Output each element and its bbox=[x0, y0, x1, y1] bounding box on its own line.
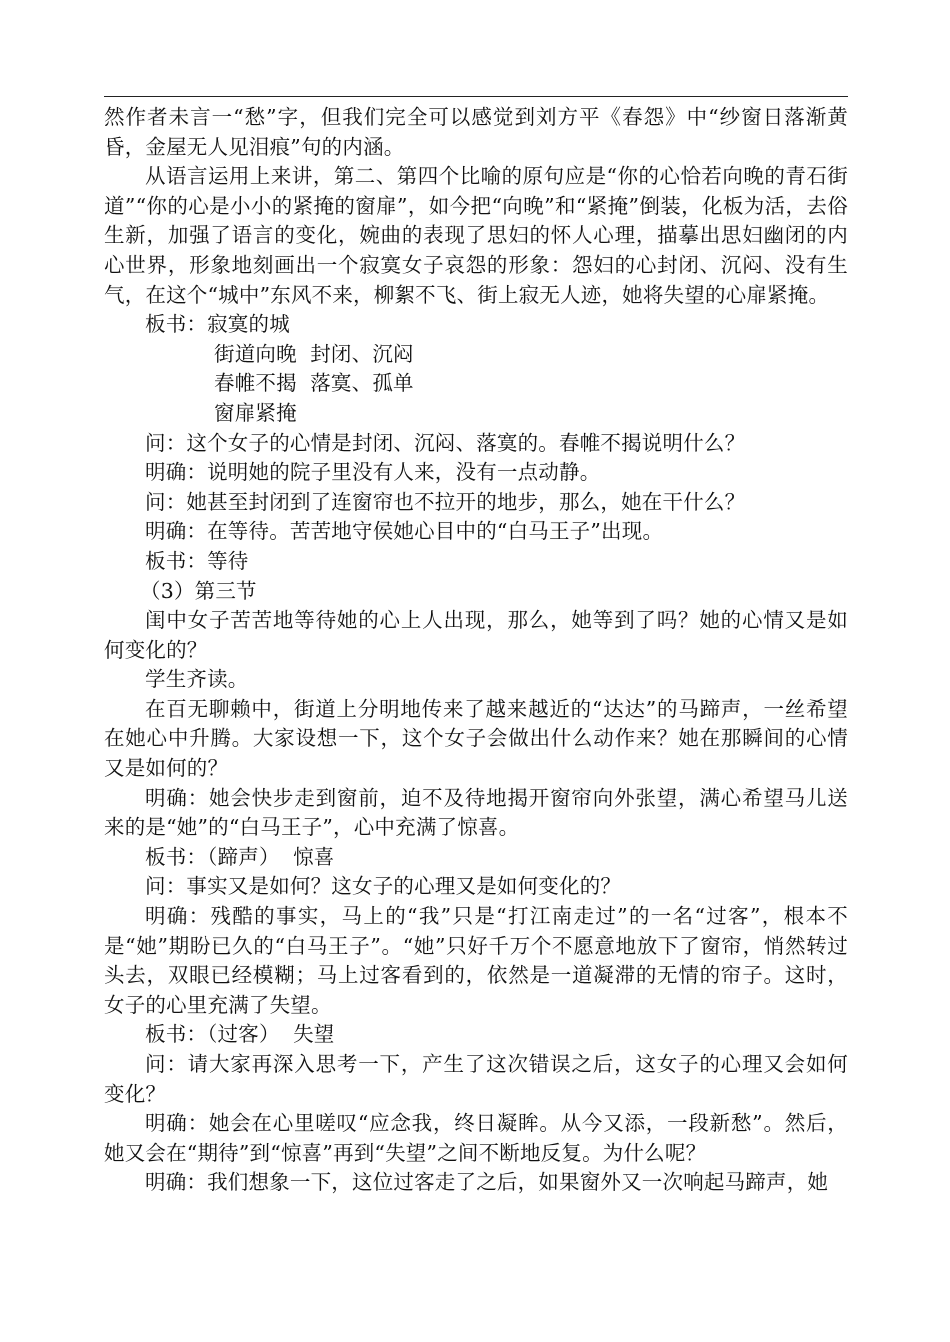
blackboard-line-1: 街道向晚 封闭、沉闷 bbox=[214, 341, 414, 366]
blackboard-line-3: 窗扉紧掩 bbox=[214, 400, 297, 425]
answer-4: 明确：残酷的事实，马上的“我”只是“打江南走过”的一名“过客”，根本不是“她”期盼已久的“白马王子”。“她”只好千万个不愿意地放下了窗帘，悄然转过头去，双眼已经模糊；马上过客看到的，依然是一道凝滞的无情的帘子。这时，女子的心里充满了失望。 bbox=[104, 904, 848, 1017]
paragraph-1: 然作者未言一“愁”字，但我们完全可以感觉到刘方平《春怨》中“纱窗日落渐黄昏，金屋无人见泪痕”句的内涵。 bbox=[104, 105, 848, 159]
answer-3: 明确：她会快步走到窗前，迫不及待地揭开窗帘向外张望，满心希望马儿送来的是“她”的“白马王子”，心中充满了惊喜。 bbox=[104, 785, 848, 840]
answer-5: 明确：她会在心里嗟叹“应念我，终日凝眸。从今又添，一段新愁”。然后，她又会在“期待”到“惊喜”再到“失望”之间不断地反复。为什么呢？ bbox=[104, 1111, 848, 1165]
blackboard-line-2: 春帷不揭 落寞、孤单 bbox=[214, 371, 414, 396]
section-heading: （3）第三节 bbox=[140, 578, 257, 603]
question-4: 问：请大家再深入思考一下，产生了这次错误之后，这女子的心理又会如何变化？ bbox=[104, 1052, 848, 1106]
paragraph-2: 从语言运用上来讲，第二、第四个比喻的原句应是“你的心恰若向晚的青石街道”“你的心是小小的紧掩的窗扉”，如今把“向晚”和“紧掩”倒装，化板为活，去俗生新，加强了语言的变化，婉曲的表现了思妇的怀人心理，描摹出思妇幽闭的内心世界，形象地刻画出一个寂寞女子哀怨的形象：怨妇的心封闭、沉闷、没有生气，在这个“城中”东风不来，柳絮不飞、街上寂无人迹，她将失望的心扉紧掩。 bbox=[104, 164, 848, 307]
paragraph-3: 闺中女子苦苦地等待她的心上人出现，那么，她等到了吗？她的心情又是如何变化的？ bbox=[104, 608, 848, 662]
blackboard-disappointment: 板书：（过客） 失望 bbox=[145, 1022, 335, 1047]
header-rule bbox=[104, 96, 848, 97]
paragraph-5: 在百无聊赖中，街道上分明地传来了越来越近的“达达”的马蹄声，一丝希望在她心中升腾。大家设想一下，这个女子会做出什么动作来？她在那瞬间的心情又是如何的？ bbox=[104, 696, 848, 781]
answer-2: 明确：在等待。苦苦地守侯她心目中的“白马王子”出现。 bbox=[145, 519, 664, 544]
question-1: 问：这个女子的心情是封闭、沉闷、落寞的。春帷不揭说明什么？ bbox=[145, 430, 746, 455]
paragraph-4: 学生齐读。 bbox=[145, 667, 249, 692]
blackboard-title: 板书：寂寞的城 bbox=[145, 312, 290, 337]
answer-6: 明确：我们想象一下，这位过客走了之后，如果窗外又一次响起马蹄声，她 bbox=[145, 1170, 829, 1195]
blackboard-waiting: 板书：等待 bbox=[145, 548, 249, 573]
blackboard-surprise: 板书：（蹄声） 惊喜 bbox=[145, 844, 335, 869]
answer-1: 明确：说明她的院子里没有人来，没有一点动静。 bbox=[145, 460, 601, 485]
question-3: 问：事实又是如何？这女子的心理又是如何变化的？ bbox=[145, 874, 622, 899]
question-2: 问：她甚至封闭到了连窗帘也不拉开的地步，那么，她在干什么？ bbox=[145, 489, 746, 514]
document-body bbox=[104, 103, 848, 1198]
